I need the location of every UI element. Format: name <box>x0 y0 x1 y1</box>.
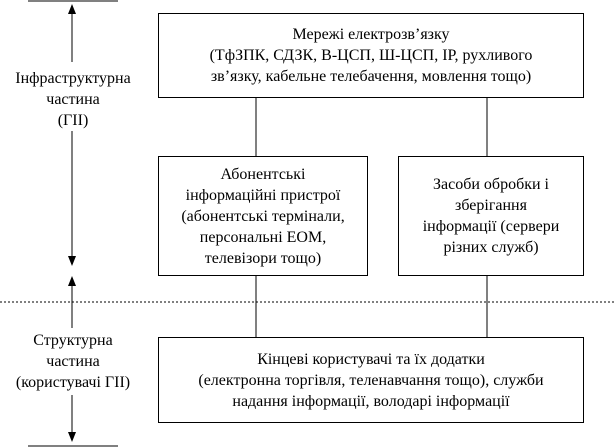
subscriber-devices-line: телевізори тощо) <box>204 249 322 267</box>
end-users-line: (електронна торгівля, теленавчання тощо), служби <box>198 371 544 389</box>
infra-label-line: (ГІІ) <box>57 112 89 129</box>
end-users-line: надання інформації, володарі інформації <box>232 392 510 410</box>
infra-arrowhead-bottom <box>68 256 76 266</box>
processing-storage-box <box>398 156 584 276</box>
processing-storage-line: різних служб) <box>443 239 539 256</box>
struct-arrowhead-bottom <box>68 432 76 442</box>
subscriber-devices-box <box>158 156 368 276</box>
processing-storage-line: Засоби обробки і <box>433 176 549 193</box>
struct-arrowhead-top <box>68 276 76 286</box>
end-users-box <box>158 337 584 423</box>
telecom-networks-box <box>158 13 584 98</box>
telecom-networks-line: зв’язку, кабельне телебачення, мовлення тощо) <box>210 68 532 85</box>
subscriber-devices-line: (абонентські термінали, <box>181 207 345 225</box>
struct-label-line: Структурна <box>33 332 113 349</box>
infra-label-line: Інфраструктурна <box>15 70 131 87</box>
infra-label-line: частина <box>46 91 100 108</box>
struct-label-line: (користувачі ГІІ) <box>15 374 131 391</box>
subscriber-devices-line: персональні ЕОМ, <box>199 228 327 246</box>
infra-arrowhead-top <box>68 4 76 14</box>
processing-storage-line: інформації (сервери <box>422 218 560 235</box>
telecom-networks-line: (ТфЗПК, СДЗК, В-ЦСП, Ш-ЦСП, ІР, рухливого <box>209 47 533 64</box>
end-users-line: Кінцеві користувачі та їх додатки <box>257 350 485 368</box>
struct-label-line: частина <box>46 353 100 370</box>
telecom-networks-line: Мережі електрозв’язку <box>292 26 450 43</box>
processing-storage-line: зберігання <box>455 197 527 214</box>
subscriber-devices-line: інформаційні пристрої <box>185 186 341 204</box>
struct-label <box>2 330 144 393</box>
infra-label <box>4 68 142 131</box>
subscriber-devices-line: Абонентські <box>220 165 306 183</box>
